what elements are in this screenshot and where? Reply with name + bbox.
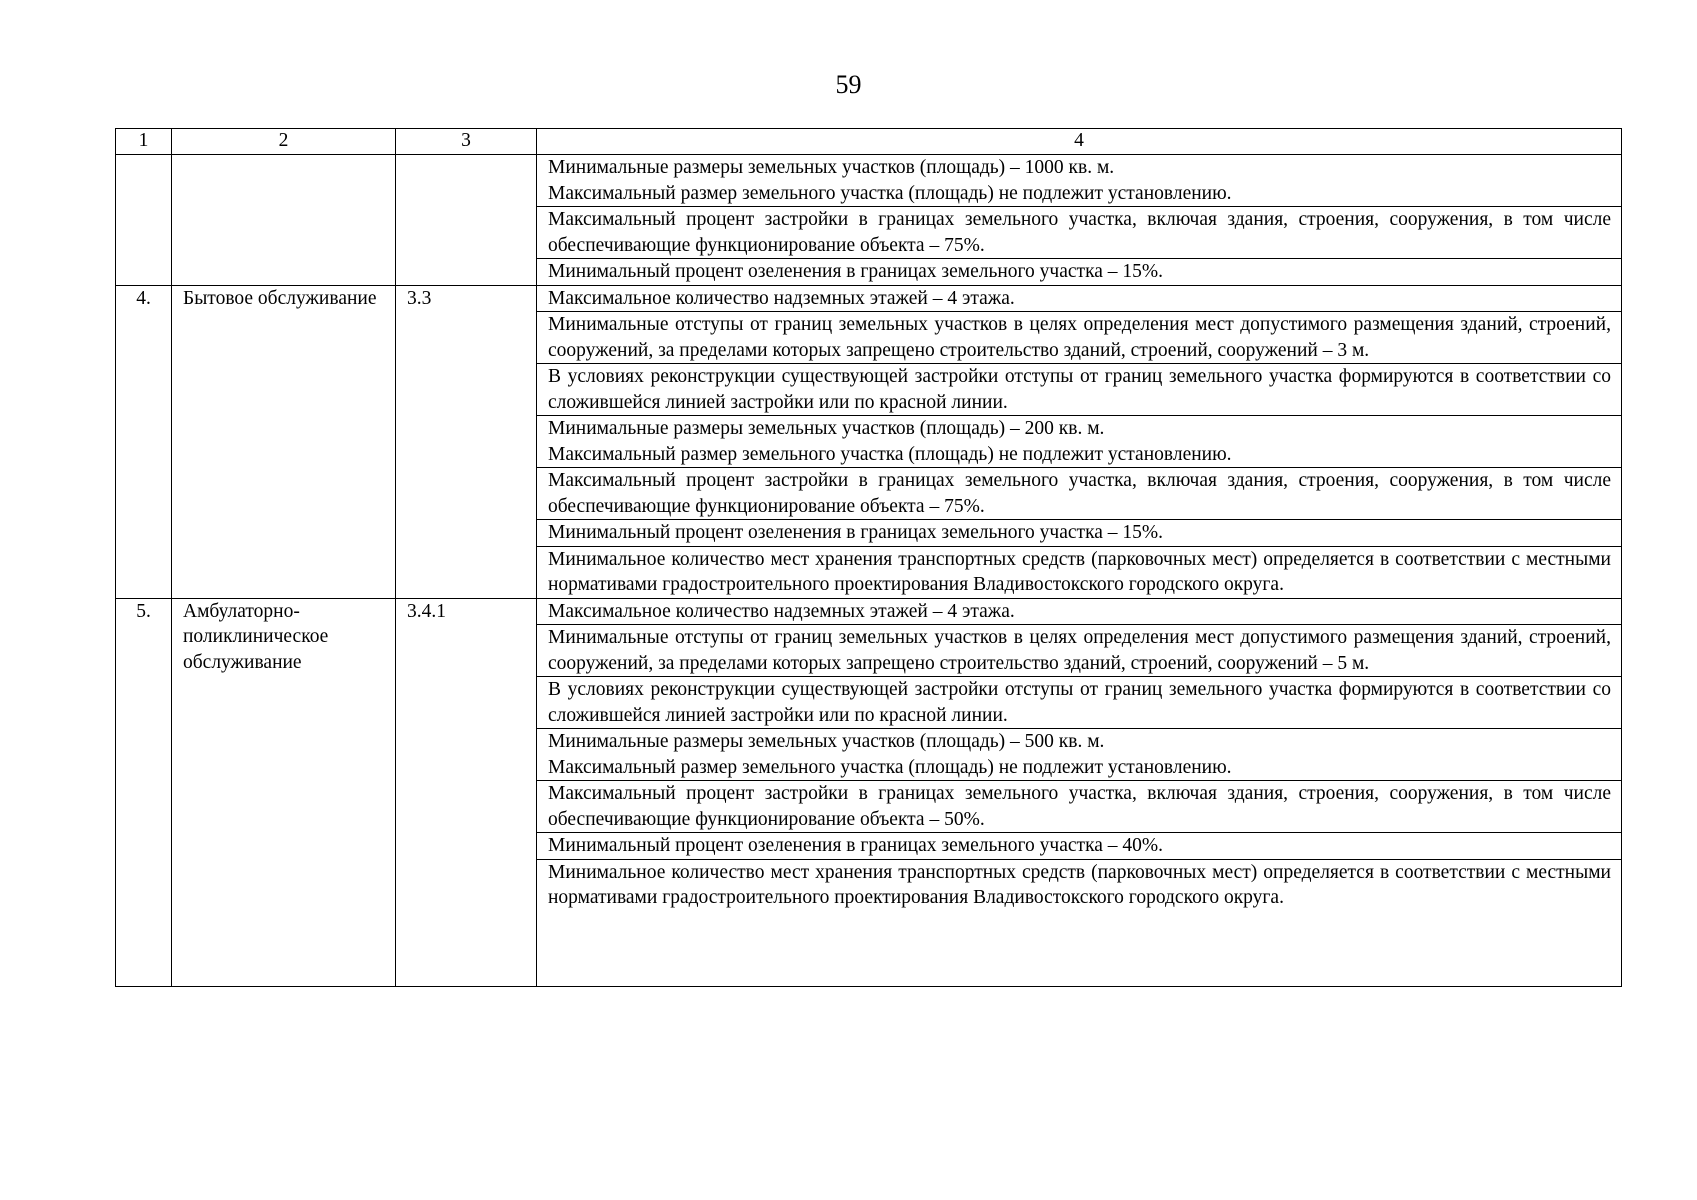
requirement-cell bbox=[537, 468, 1622, 520]
table-row bbox=[116, 598, 1622, 625]
requirement-text: Максимальный размер земельного участка (площадь) не подлежит установлению. bbox=[548, 443, 1232, 465]
requirement-cell bbox=[537, 416, 1622, 468]
requirement-text: Максимальный размер земельного участка (площадь) не подлежит установлению. bbox=[548, 756, 1232, 778]
requirement-text: Минимальные отступы от границ земельных участков в целях определения мест допустимого размещения зданий, строений, сооружений, за пределами которых запрещено строительство зданий, строений, сооружений – 3 м. bbox=[548, 314, 1611, 361]
requirement-cell bbox=[537, 677, 1622, 729]
requirement-text: Минимальные размеры земельных участков (площадь) – 500 кв. м. bbox=[548, 731, 1105, 752]
column-header-3: 3 bbox=[396, 129, 537, 155]
row-code-cell bbox=[396, 155, 537, 286]
column-header-1: 1 bbox=[116, 129, 172, 155]
requirement-text: Максимальный процент застройки в границах земельного участка, включая здания, строения, сооружения, в том числе обеспечивающие функционирование объекта – 75%. bbox=[548, 209, 1611, 256]
requirement-text: Минимальное количество мест хранения транспортных средств (парковочных мест) определяется в соответствии с местными нормативами градостроительного проектирования Владивостокского городского округа. bbox=[548, 861, 1611, 908]
requirement-text: Минимальный процент озеленения в границах земельного участка – 15%. bbox=[548, 261, 1164, 282]
row-number-cell bbox=[116, 155, 172, 286]
requirement-cell bbox=[537, 364, 1622, 416]
requirement-cell bbox=[537, 781, 1622, 833]
table-row bbox=[116, 285, 1622, 312]
row-number-cell: 5. bbox=[116, 598, 172, 986]
requirement-text: Минимальные размеры земельных участков (площадь) – 1000 кв. м. bbox=[548, 157, 1115, 178]
requirement-text: Максимальный процент застройки в границах земельного участка, включая здания, строения, сооружения, в том числе обеспечивающие функционирование объекта – 50%. bbox=[548, 783, 1611, 830]
requirement-text: Минимальные размеры земельных участков (площадь) – 200 кв. м. bbox=[548, 418, 1105, 439]
requirement-cell bbox=[537, 207, 1622, 259]
requirement-text: Максимальное количество надземных этажей – 4 этажа. bbox=[548, 600, 1015, 622]
page-number: 59 bbox=[835, 70, 862, 99]
requirement-cell bbox=[537, 729, 1622, 781]
requirement-text: Минимальный процент озеленения в границах земельного участка – 15%. bbox=[548, 522, 1164, 543]
requirement-cell bbox=[537, 520, 1622, 547]
row-name-cell bbox=[172, 155, 396, 286]
requirement-cell bbox=[537, 833, 1622, 860]
table-row bbox=[116, 155, 1622, 207]
row-code-cell: 3.4.1 bbox=[396, 598, 537, 986]
row-code-cell: 3.3 bbox=[396, 285, 537, 598]
requirement-text: Минимальное количество мест хранения транспортных средств (парковочных мест) определяется в соответствии с местными нормативами градостроительного проектирования Владивостокского городского округа. bbox=[548, 548, 1611, 595]
column-header-4: 4 bbox=[537, 129, 1622, 155]
header-row bbox=[116, 129, 1622, 155]
row-number-cell: 4. bbox=[116, 285, 172, 598]
requirement-text: Минимальный процент озеленения в границах земельного участка – 40%. bbox=[548, 835, 1164, 856]
requirement-cell bbox=[537, 259, 1622, 286]
row-name-cell: Бытовое обслуживание bbox=[172, 285, 396, 598]
requirement-cell bbox=[537, 625, 1622, 677]
requirement-cell bbox=[537, 859, 1622, 986]
row-name-cell: Амбулаторно-поликлиническое обслуживание bbox=[172, 598, 396, 986]
requirement-text: Минимальные отступы от границ земельных участков в целях определения мест допустимого размещения зданий, строений, сооружений, за пределами которых запрещено строительство зданий, строений, сооружений – 5 м. bbox=[548, 627, 1611, 674]
requirement-cell bbox=[537, 285, 1622, 312]
regulations-table bbox=[115, 128, 1622, 987]
requirement-cell bbox=[537, 598, 1622, 625]
requirement-text: Максимальный процент застройки в границах земельного участка, включая здания, строения, сооружения, в том числе обеспечивающие функционирование объекта – 75%. bbox=[548, 470, 1611, 517]
requirement-text: Максимальный размер земельного участка (площадь) не подлежит установлению. bbox=[548, 182, 1232, 204]
requirement-text: В условиях реконструкции существующей застройки отступы от границ земельного участка формируются в соответствии со сложившейся линией застройки или по красной линии. bbox=[548, 366, 1611, 413]
requirement-text: В условиях реконструкции существующей застройки отступы от границ земельного участка формируются в соответствии со сложившейся линией застройки или по красной линии. bbox=[548, 679, 1611, 726]
requirement-text: Максимальное количество надземных этажей – 4 этажа. bbox=[548, 287, 1015, 309]
requirement-cell bbox=[537, 312, 1622, 364]
column-header-2: 2 bbox=[172, 129, 396, 155]
requirement-cell bbox=[537, 155, 1622, 207]
requirement-cell bbox=[537, 546, 1622, 598]
